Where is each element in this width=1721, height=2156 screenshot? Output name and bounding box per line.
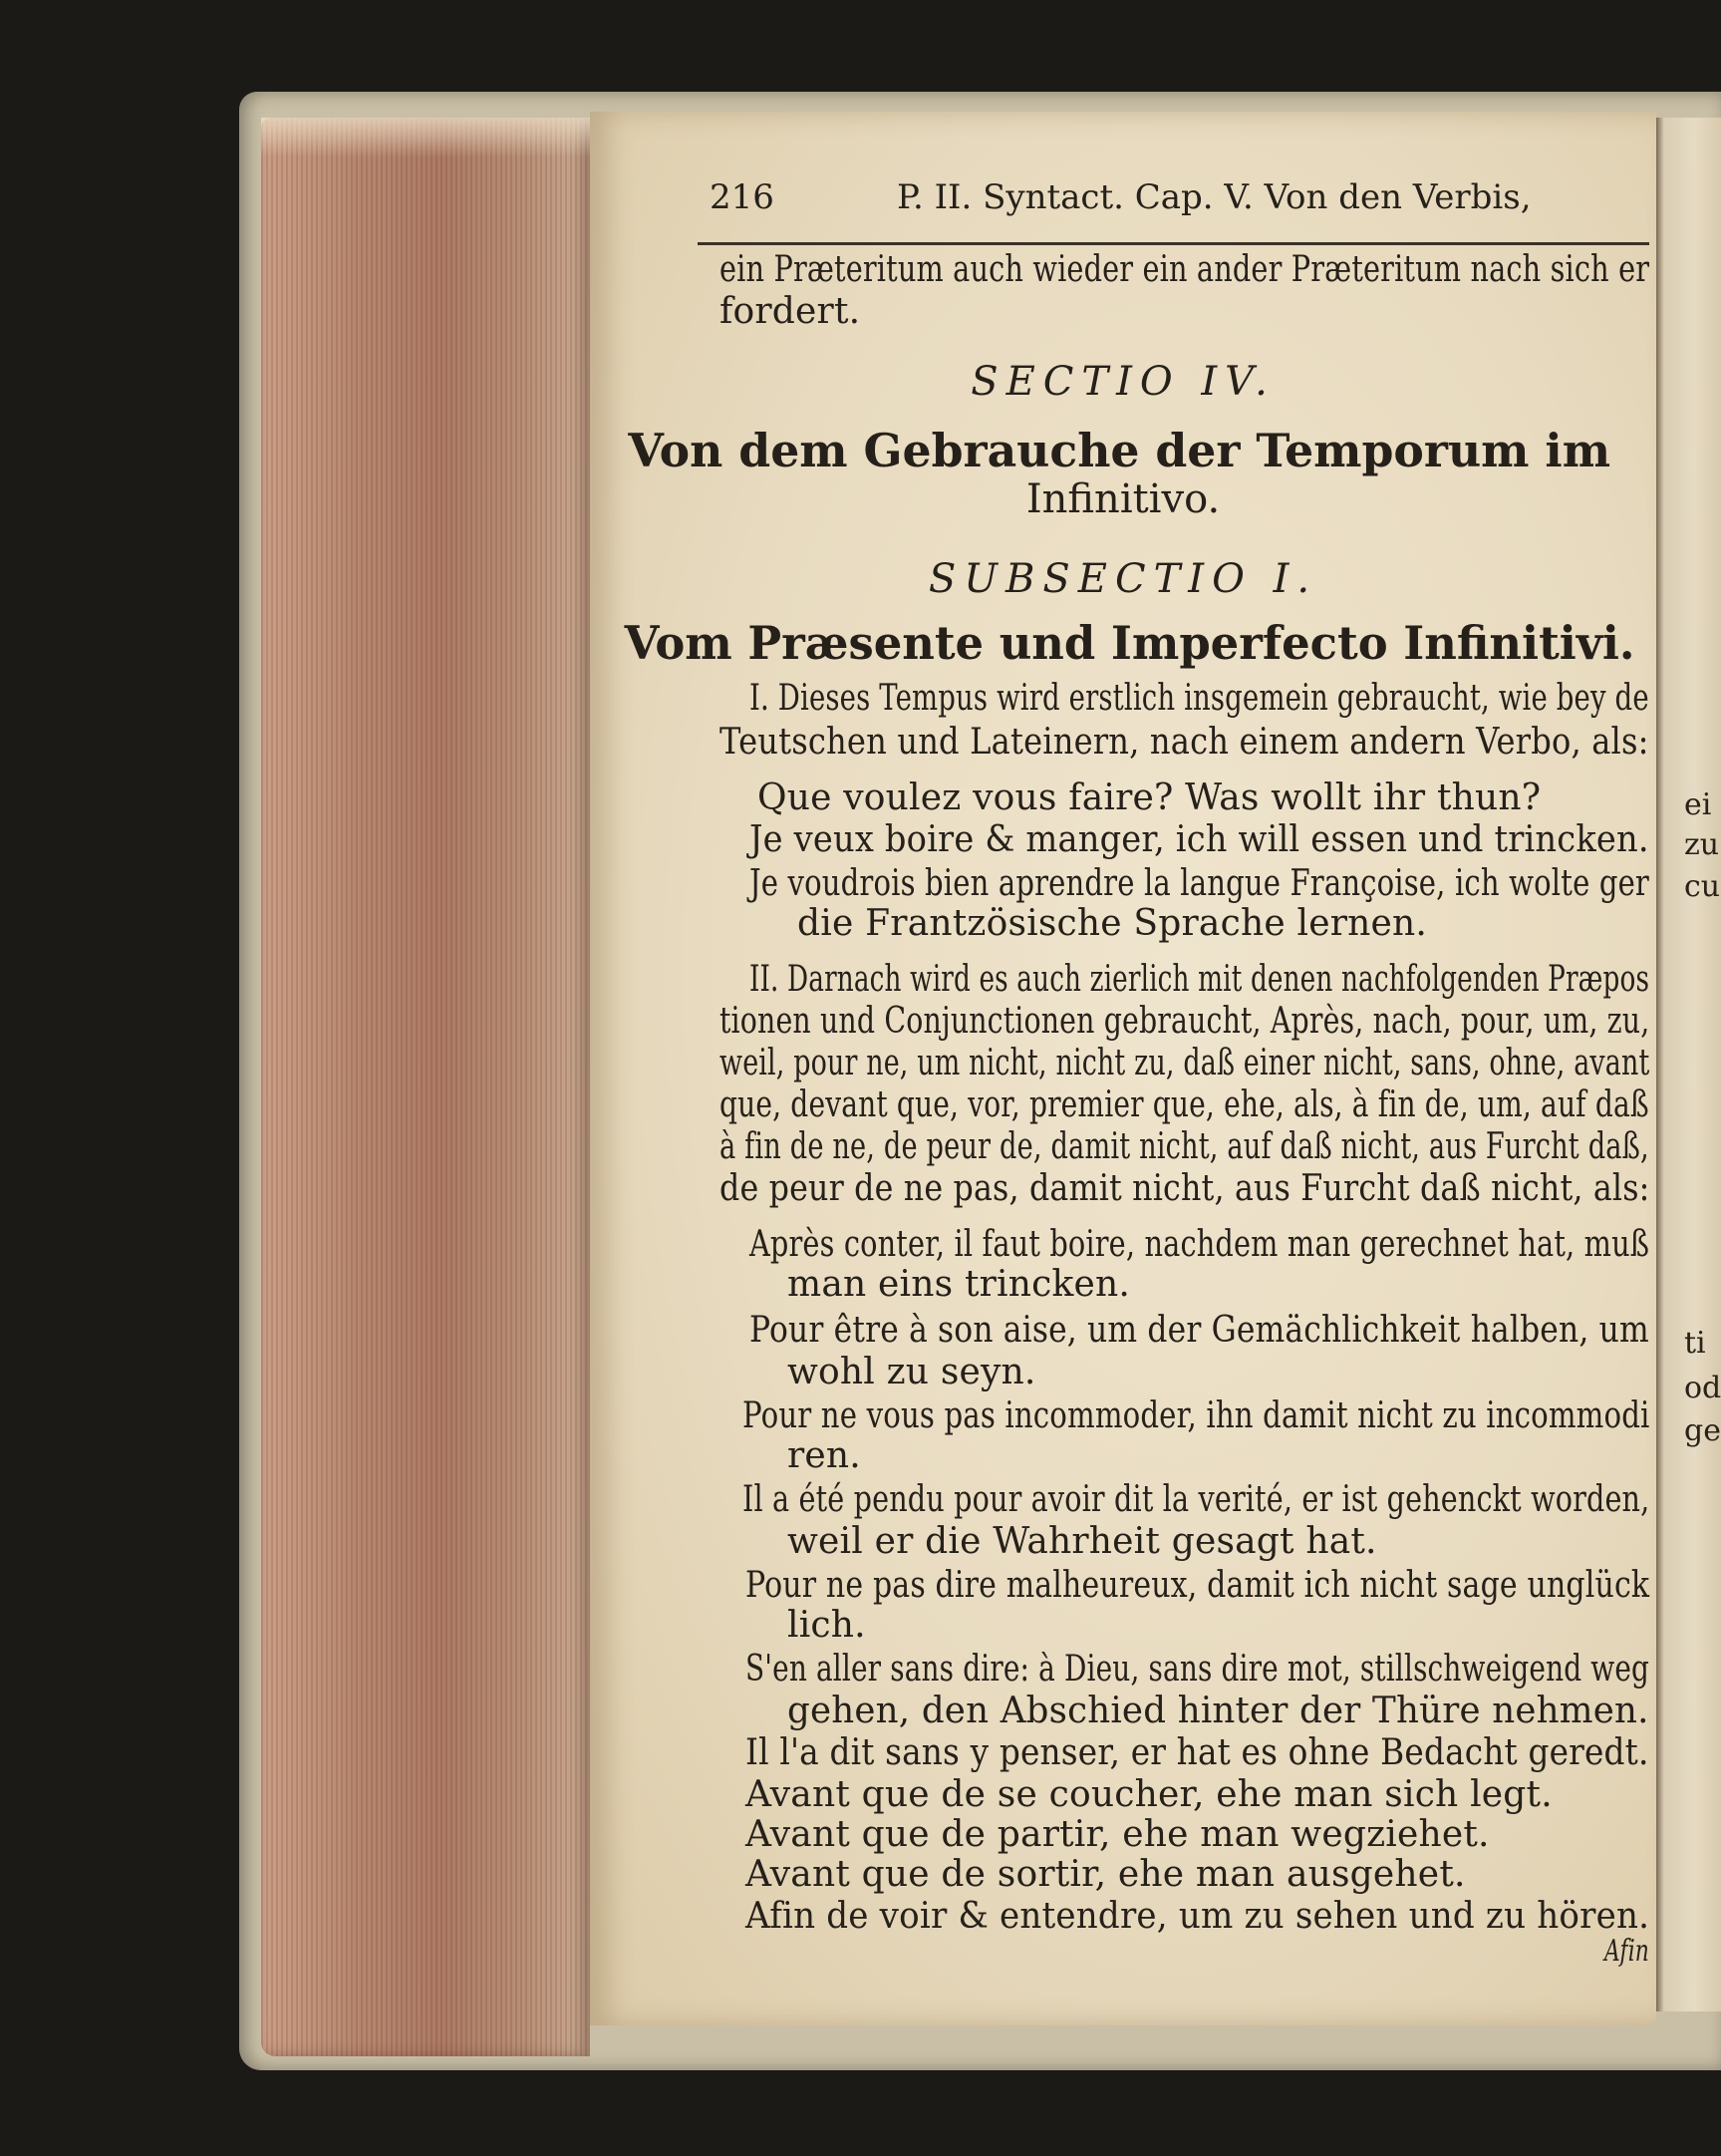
paragraph-line: weil, pour ne, um nicht, nicht zu, daß einer nicht, sans, ohne, avant [719,1043,1650,1083]
section-title: Von dem Gebrauche der Temporum im [628,424,1611,477]
example-line: Il a été pendu pour avoir dit la verité, er ist gehenckt worden, [742,1479,1650,1520]
page-number: 216 [710,177,774,217]
example-line: Après conter, il faut boire, nachdem man gerechnet hat, muß [749,1224,1650,1265]
facing-page-fragment: ti [1684,1326,1706,1361]
example-line: Afin de voir & entendre, um zu sehen und zu hören. [745,1896,1650,1937]
paragraph-line: I. Dieses Tempus wird erstlich insgemein gebraucht, wie bey de [749,678,1649,719]
example-line: Avant que de sortir, ehe man ausgehet. [745,1854,1466,1895]
paragraph-line: à fin de ne, de peur de, damit nicht, auf daß nicht, aus Furcht daß, [719,1126,1649,1167]
example-line: die Frantzösische Sprache lernen. [797,903,1428,944]
paragraph-line: tionen und Conjunctionen gebraucht, Après, nach, pour, um, zu, [719,1001,1650,1042]
text-line: fordert. [719,291,861,332]
example-line: Avant que de partir, ehe man wegziehet. [745,1814,1490,1855]
section-label: SECTIO IV. [971,359,1276,405]
example-line: Pour être à son aise, um der Gemächlichkeit halben, um [749,1310,1649,1351]
example-line: ren. [787,1435,861,1476]
example-line: gehen, den Abschied hinter der Thüre nehmen. [787,1691,1649,1731]
page-block-edge [261,118,590,2056]
facing-page-fragment: cu [1684,869,1721,904]
subsection-title: Vom Præsente und Imperfecto Infinitivi. [624,616,1635,670]
header-rule [698,242,1649,245]
catchword: Afin [1604,1934,1649,1969]
example-line: S'en aller sans dire: à Dieu, sans dire mot, stillschweigend weg [745,1649,1650,1690]
example-line: Je voudrois bien aprendre la langue Françoise, ich wolte ger [749,863,1649,904]
facing-page-fragment: zu [1684,827,1720,862]
example-line: Je veux boire & manger, ich will essen und trincken. [749,819,1649,860]
facing-page-strip [1656,118,1721,2011]
paragraph-line: Teutschen und Lateinern, nach einem andern Verbo, als: [719,722,1649,763]
example-line: Pour ne vous pas incommoder, ihn damit nicht zu incommodi [742,1395,1650,1436]
facing-page-fragment: od [1684,1371,1721,1405]
example-line: Pour ne pas dire malheureux, damit ich nicht sage unglück [745,1565,1650,1606]
example-line: Avant que de se coucher, ehe man sich legt. [745,1774,1553,1815]
paragraph-line: II. Darnach wird es auch zierlich mit denen nachfolgenden Præpos [749,959,1650,1000]
example-line: lich. [787,1605,866,1646]
example-line: wohl zu seyn. [787,1352,1036,1392]
section-title-line2: Infinitivo. [1025,476,1221,522]
example-line: Que voulez vous faire? Was wollt ihr thun? [757,777,1542,818]
facing-page-fragment: ei [1684,787,1712,822]
example-line: weil er die Wahrheit gesagt hat. [787,1521,1377,1562]
running-title: P. II. Syntact. Cap. V. Von den Verbis, [897,177,1532,217]
text-line: ein Præteritum auch wieder ein ander Præteritum nach sich er [719,249,1650,290]
example-line: man eins trincken. [787,1264,1131,1305]
example-line: Il l'a dit sans y penser, er hat es ohne Bedacht geredt. [745,1732,1649,1773]
paragraph-line: de peur de ne pas, damit nicht, aus Furcht daß nicht, als: [719,1168,1650,1209]
facing-page-fragment: ge [1684,1413,1721,1448]
paragraph-line: que, devant que, vor, premier que, ehe, als, à fin de, um, auf daß [719,1084,1649,1125]
subsection-label: SUBSECTIO I. [928,556,1318,602]
